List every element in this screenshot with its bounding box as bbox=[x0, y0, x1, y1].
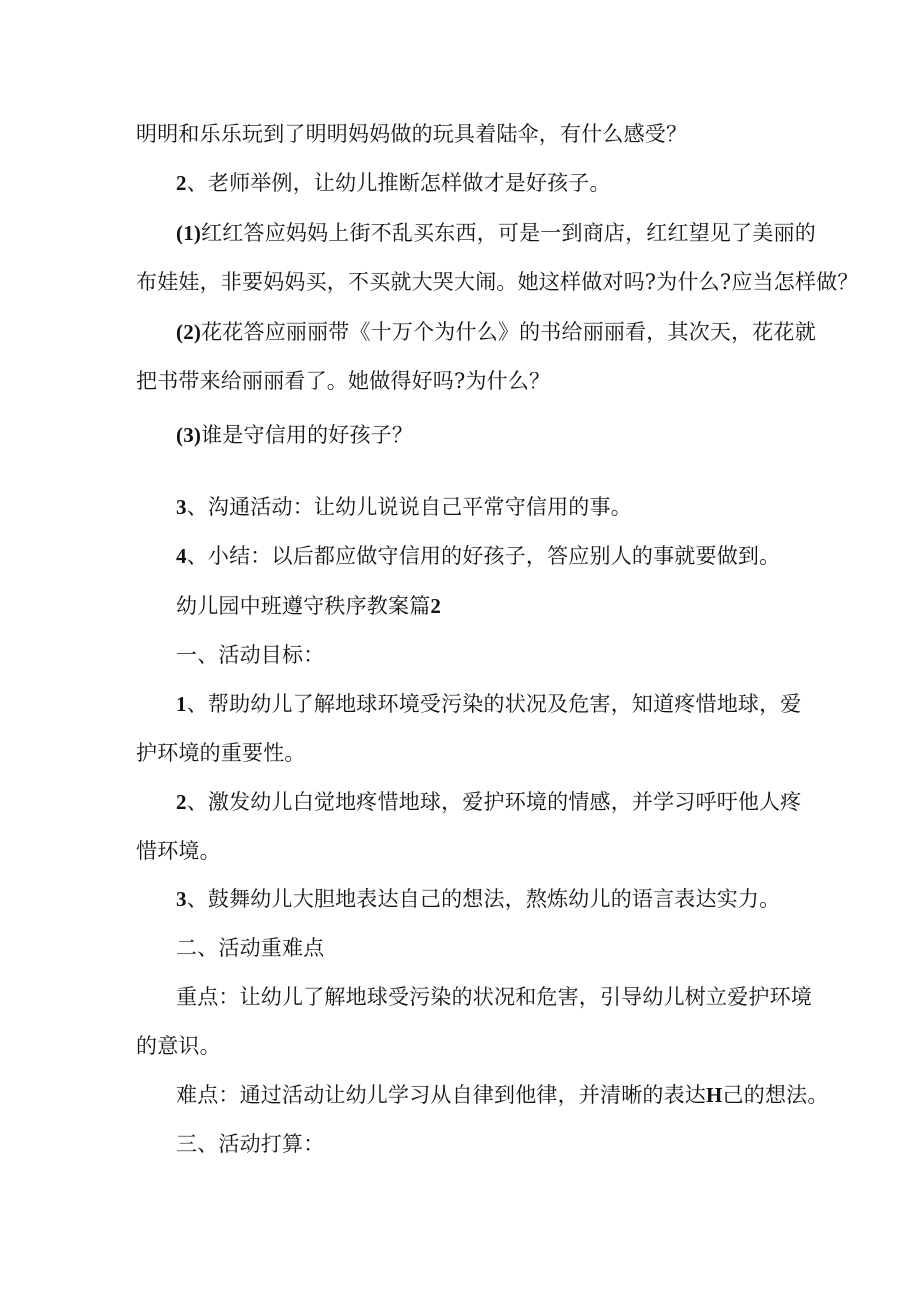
item-number: (1) bbox=[176, 221, 202, 245]
text-line-20: 难点：通过活动让幼儿学习从自律到他律，并清晰的表达H己的想法。 bbox=[176, 1083, 829, 1107]
item-number: 3 bbox=[176, 887, 187, 911]
text-line-18: 重点：让幼儿了解地球受污染的状况和危害，引导幼儿树立爱护环境 bbox=[176, 985, 812, 1009]
item-number: 1 bbox=[176, 692, 187, 716]
text-line-4: 布娃娃，非要妈妈买，不买就大哭大闹。她这样做对吗?为什么?应当怎样做？ bbox=[136, 270, 859, 294]
text-line-12: 1、帮助幼儿了解地球环境受污染的状况及危害，知道疼惜地球，爱 bbox=[176, 692, 802, 716]
text-line-6: 把书带来给丽丽看了。她做得好吗?为什么？ bbox=[136, 369, 551, 393]
item-number: 3 bbox=[176, 495, 187, 519]
text-line-16: 3、鼓舞幼儿大胆地表达自己的想法，熬炼幼儿的语言表达实力。 bbox=[176, 887, 781, 911]
item-number: (3) bbox=[176, 423, 202, 447]
section-heading: 幼儿园中班遵守秩序教案篇2 bbox=[176, 594, 442, 618]
item-number: 4 bbox=[176, 544, 187, 568]
text-line-9: 4、小结：以后都应做守信用的好孩子，答应别人的事就要做到。 bbox=[176, 544, 781, 568]
text-line-21: 三、活动打算： bbox=[176, 1132, 325, 1156]
text-line-15: 惜环境。 bbox=[136, 839, 221, 863]
text-line-13: 护环境的重要性。 bbox=[136, 741, 306, 765]
item-number: 2 bbox=[176, 790, 187, 814]
text-line-14: 2、激发幼儿白觉地疼惜地球，爱护环境的情感，并学习呼吁他人疼 bbox=[176, 790, 802, 814]
text-line-19: 的意识。 bbox=[136, 1034, 221, 1058]
text-line-5: (2)花花答应丽丽带《十万个为什么》的书给丽丽看，其次天，花花就 bbox=[176, 320, 816, 344]
item-number: 2 bbox=[176, 171, 187, 195]
text-line-2: 2、老师举例，让幼儿推断怎样做才是好孩子。 bbox=[176, 171, 611, 195]
text-line-3: (1)红红答应妈妈上街不乱买东西，可是一到商店，红红望见了美丽的 bbox=[176, 221, 816, 245]
item-number: (2) bbox=[176, 320, 202, 344]
text-line-7: (3)谁是守信用的好孩子？ bbox=[176, 423, 414, 447]
text-line-8: 3、沟通活动：让幼儿说说自己平常守信用的事。 bbox=[176, 495, 632, 519]
text-line-1: 明明和乐乐玩到了明明妈妈做的玩具着陆伞，有什么感受？ bbox=[136, 122, 688, 146]
text-line-17: 二、活动重难点 bbox=[176, 936, 325, 960]
text-line-11: 一、活动目标： bbox=[176, 643, 325, 667]
